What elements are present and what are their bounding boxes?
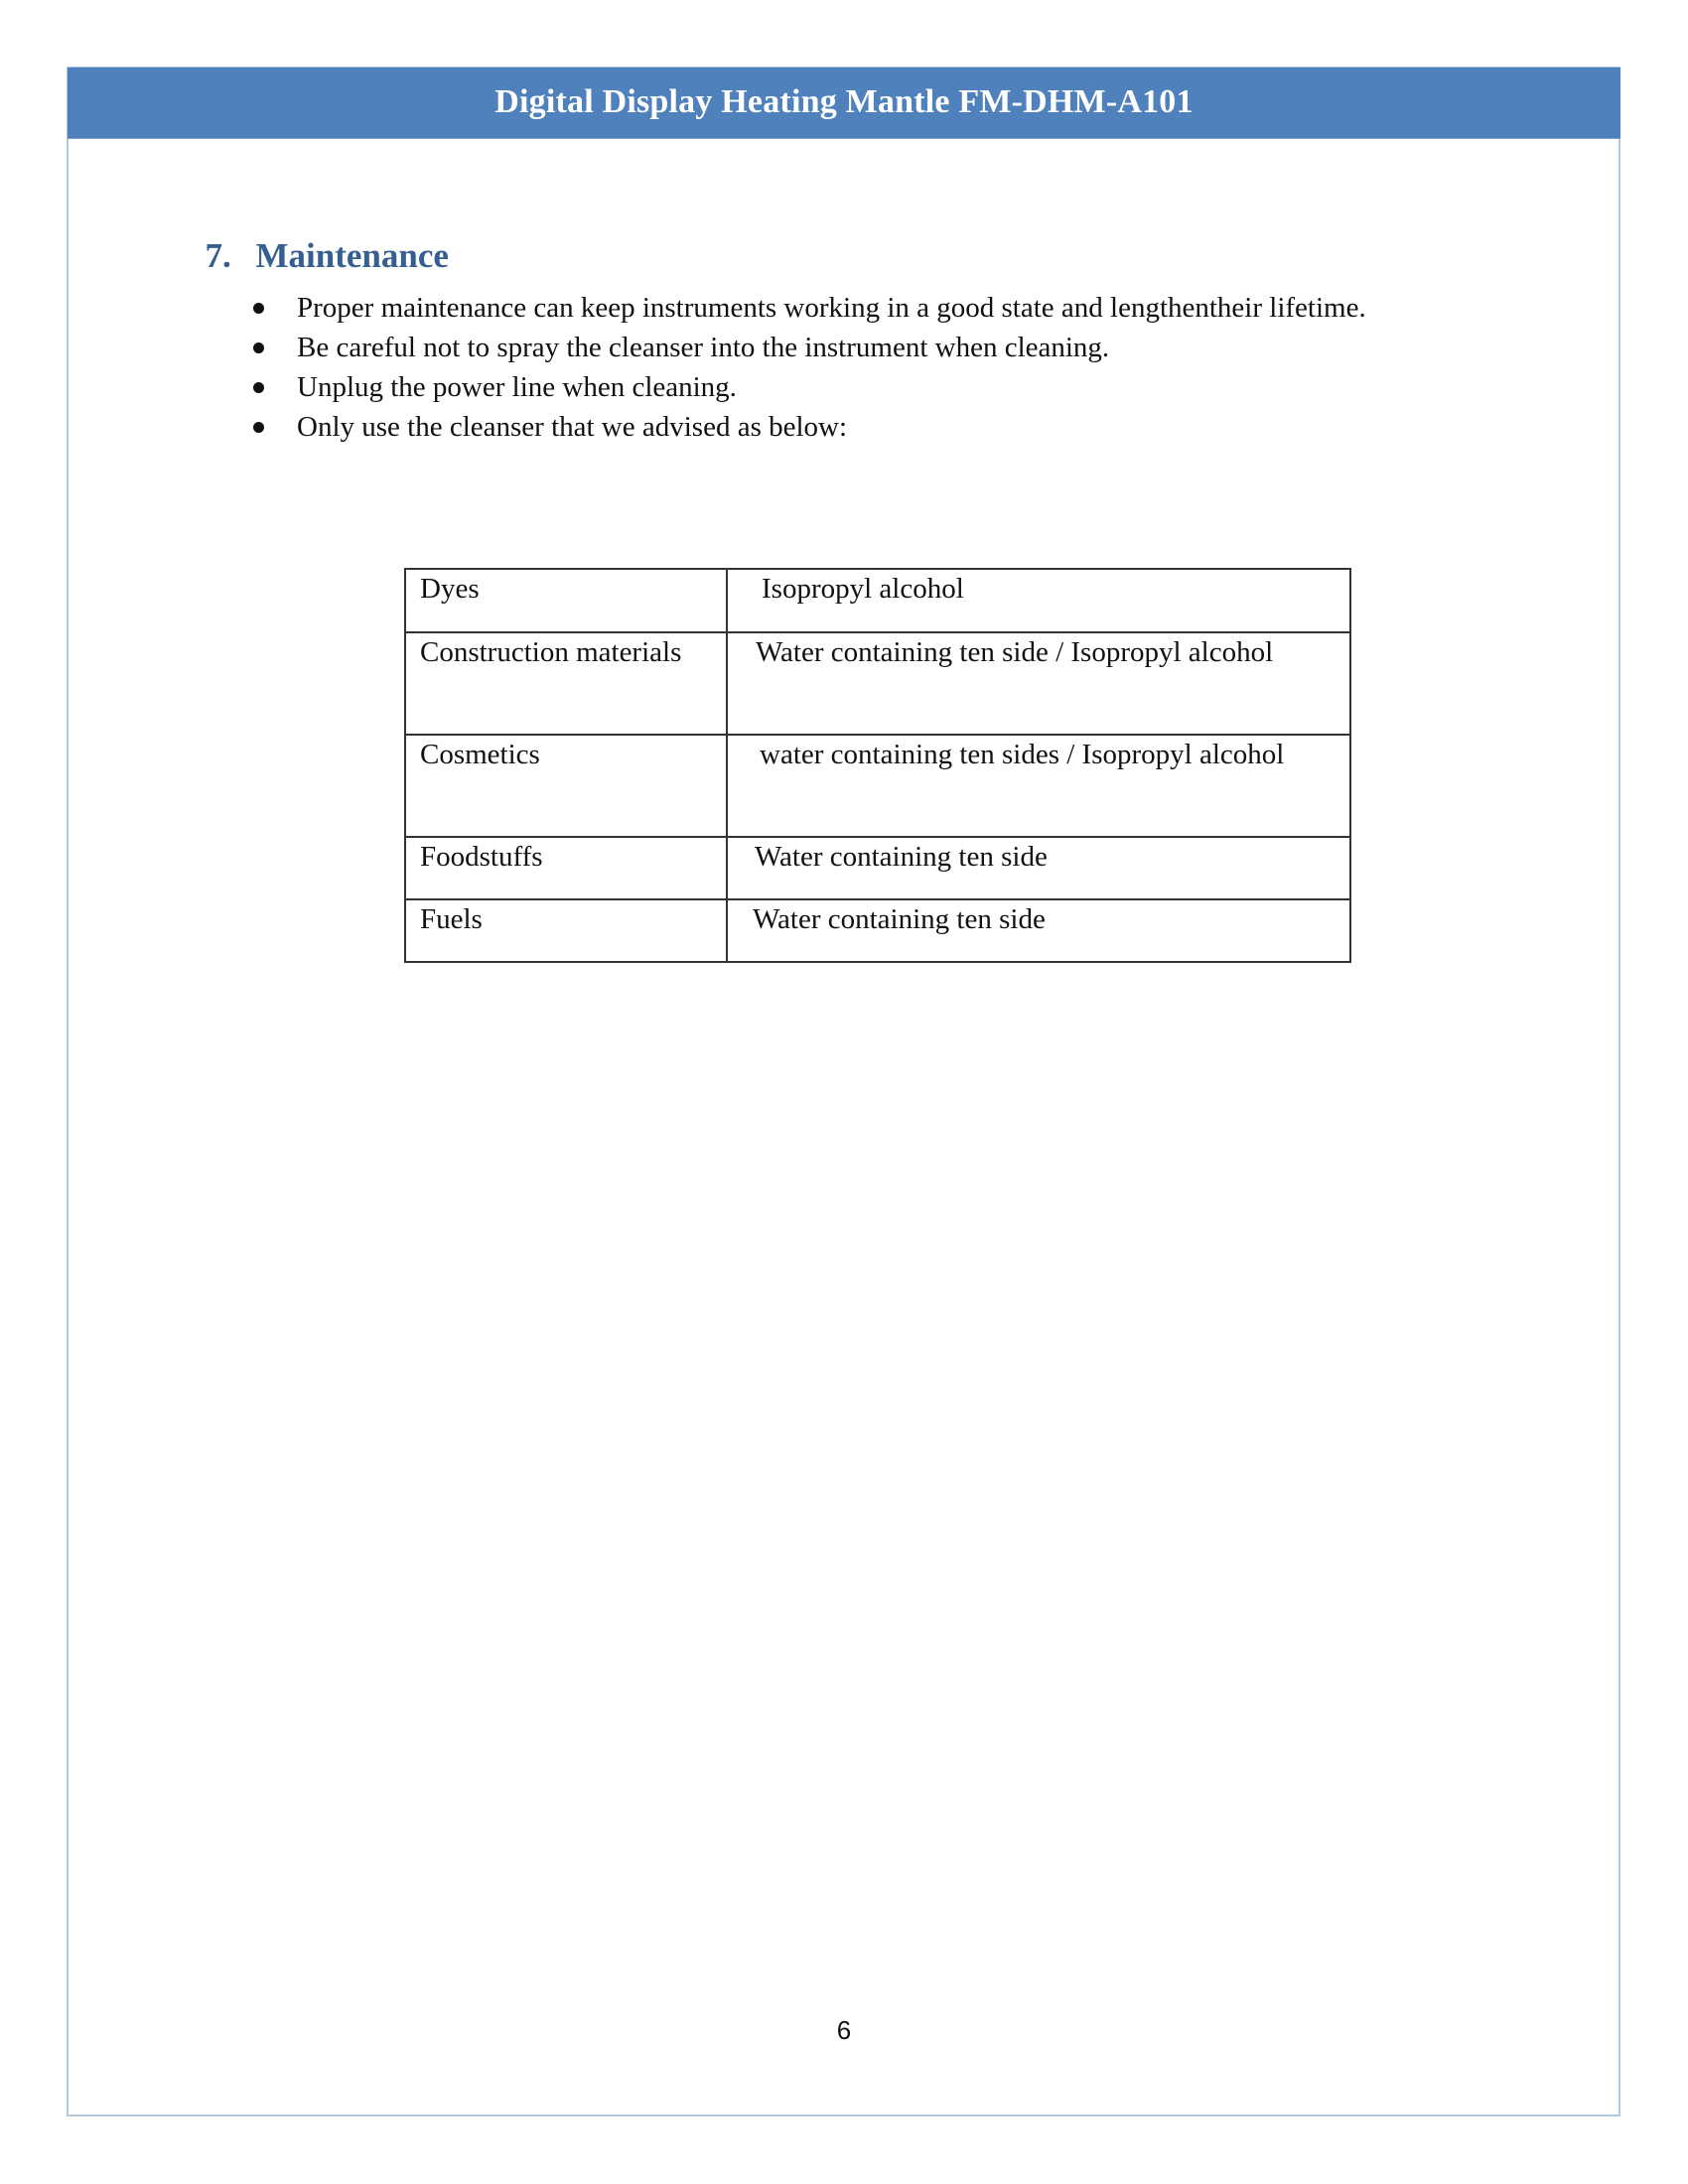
table-row xyxy=(405,735,1350,837)
bullet-text: Only use the cleanser that we advised as below: xyxy=(297,411,848,443)
bullet-item xyxy=(248,367,1587,407)
section-number: 7. xyxy=(205,236,231,275)
material-text: Dyes xyxy=(420,573,480,605)
maintenance-bullet-list xyxy=(248,288,1587,447)
table-row xyxy=(405,837,1350,899)
page-number: 6 xyxy=(836,2015,852,2045)
bullet-text: Proper maintenance can keep instruments working in a good state and lengthentheir lifetime. xyxy=(297,292,1366,324)
document-header-band xyxy=(68,68,1620,139)
bullet-item xyxy=(248,328,1587,367)
bullet-item xyxy=(248,288,1587,328)
material-cell xyxy=(405,899,727,962)
cleanser-text: Water containing ten side / Isopropyl alcohol xyxy=(756,636,1274,668)
document-title: Digital Display Heating Mantle FM-DHM-A101 xyxy=(494,82,1194,120)
table-row xyxy=(405,569,1350,632)
cleanser-cell xyxy=(727,837,1350,899)
cleanser-cell xyxy=(727,735,1350,837)
bullet-item xyxy=(248,407,1587,447)
material-cell xyxy=(405,569,727,632)
material-cell xyxy=(405,837,727,899)
material-text: Construction materials xyxy=(420,636,682,668)
cleanser-cell xyxy=(727,632,1350,735)
material-cell xyxy=(405,632,727,735)
section-heading xyxy=(188,197,449,276)
section-title: Maintenance xyxy=(255,236,449,275)
cleanser-text: water containing ten sides / Isopropyl alcohol xyxy=(760,739,1285,770)
bullet-text: Unplug the power line when cleaning. xyxy=(297,371,737,403)
cleanser-text: Water containing ten side xyxy=(755,841,1048,873)
material-cell xyxy=(405,735,727,837)
table-row xyxy=(405,899,1350,962)
table-row xyxy=(405,632,1350,735)
bullet-dot-icon xyxy=(248,288,268,328)
cleanser-text: Isopropyl alcohol xyxy=(762,573,964,605)
cleanser-cell xyxy=(727,569,1350,632)
bullet-dot-icon xyxy=(248,407,268,447)
cleanser-cell xyxy=(727,899,1350,962)
material-text: Cosmetics xyxy=(420,739,540,770)
bullet-dot-icon xyxy=(248,328,268,367)
cleanser-text: Water containing ten side xyxy=(753,903,1046,935)
material-text: Foodstuffs xyxy=(420,841,543,873)
bullet-text: Be careful not to spray the cleanser into the instrument when cleaning. xyxy=(297,332,1110,363)
material-text: Fuels xyxy=(420,903,483,935)
bullet-dot-icon xyxy=(248,367,268,407)
cleanser-table xyxy=(404,568,1351,963)
